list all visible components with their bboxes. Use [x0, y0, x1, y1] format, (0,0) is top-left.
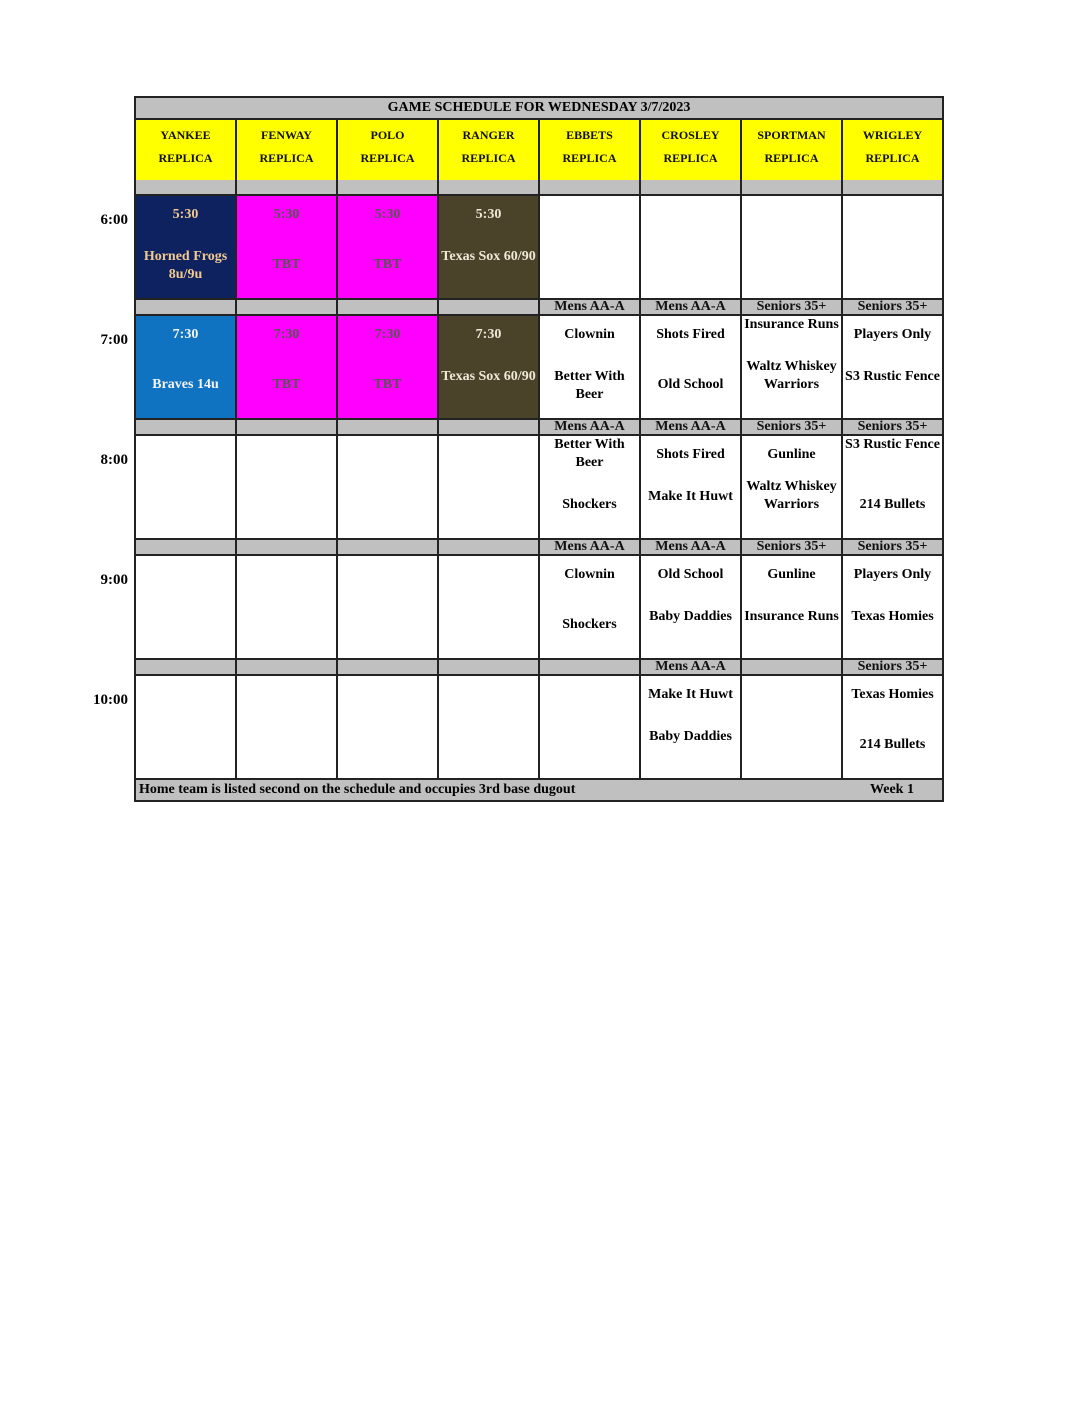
division-label: [439, 300, 540, 316]
game-top: 5:30: [273, 207, 300, 222]
division-label: Mens AA-A: [641, 300, 742, 316]
game-bottom: Better With Beer: [554, 369, 625, 402]
footer-note: Home team is listed second on the schedule and occupies 3rd base dugout: [139, 782, 576, 797]
field-sub: REPLICA: [360, 151, 415, 165]
division-label: [237, 180, 338, 196]
field-header-ranger: [439, 120, 540, 180]
game-bottom: Waltz Whiskey Warriors: [746, 359, 837, 392]
game-cell: [237, 316, 338, 420]
game-cell: [338, 436, 439, 540]
game-top: 7:30: [374, 327, 401, 342]
schedule-title: GAME SCHEDULE FOR WEDNESDAY 3/7/2023: [136, 98, 942, 120]
game-cell: [641, 676, 742, 780]
game-bottom: TBT: [272, 257, 301, 272]
division-label: [540, 660, 641, 676]
game-top: 7:30: [273, 327, 300, 342]
field-name: SPORTMAN: [757, 128, 826, 142]
field-sub: REPLICA: [158, 151, 213, 165]
field-name: WRIGLEY: [862, 128, 923, 142]
field-header-ebbets: [540, 120, 641, 180]
game-bottom: Shockers: [562, 497, 617, 512]
game-cell: [338, 196, 439, 300]
division-label: Seniors 35+: [843, 540, 942, 556]
game-top: Shots Fired: [656, 327, 725, 342]
game-top: Make It Huwt: [648, 687, 733, 702]
division-label: [237, 420, 338, 436]
game-top: 7:30: [475, 327, 502, 342]
game-bottom: TBT: [373, 377, 402, 392]
game-bottom: Horned Frogs 8u/9u: [143, 249, 228, 282]
game-top: Gunline: [767, 447, 816, 462]
division-label: Mens AA-A: [641, 660, 742, 676]
game-bottom: Baby Daddies: [649, 609, 732, 624]
game-top: Clownin: [564, 327, 615, 342]
field-header-polo: [338, 120, 439, 180]
division-label: [439, 660, 540, 676]
game-cell: [540, 196, 641, 300]
time-label-10-00: 10:00: [93, 692, 128, 708]
game-cell: [439, 316, 540, 420]
game-bottom: Insurance Runs: [744, 609, 839, 624]
division-label: [237, 540, 338, 556]
division-label: [338, 540, 439, 556]
game-bottom: 214 Bullets: [859, 737, 926, 752]
division-label: Seniors 35+: [843, 420, 942, 436]
time-label-6-00: 6:00: [100, 212, 128, 228]
game-cell: [843, 556, 942, 660]
game-top: Players Only: [853, 567, 932, 582]
division-label: Seniors 35+: [742, 420, 843, 436]
game-top: Insurance Runs: [744, 317, 839, 332]
division-label: [136, 540, 237, 556]
division-label: [338, 300, 439, 316]
division-label: [742, 180, 843, 196]
game-top: Players Only: [853, 327, 932, 342]
time-label-9-00: 9:00: [100, 572, 128, 588]
game-top: Gunline: [767, 567, 816, 582]
game-bottom: Texas Sox 60/90: [441, 369, 536, 384]
game-cell: [237, 196, 338, 300]
game-cell: [641, 556, 742, 660]
game-top: 5:30: [374, 207, 401, 222]
game-cell: [439, 676, 540, 780]
game-bottom: Baby Daddies: [649, 729, 732, 744]
game-cell: [742, 316, 843, 420]
game-bottom: TBT: [272, 377, 301, 392]
division-label: Seniors 35+: [843, 300, 942, 316]
field-sub: REPLICA: [562, 151, 617, 165]
game-bottom: Texas Homies: [851, 609, 934, 624]
game-cell: [136, 196, 237, 300]
time-label-7-00: 7:00: [100, 332, 128, 348]
game-cell: [136, 556, 237, 660]
division-label: [439, 540, 540, 556]
game-cell: [540, 556, 641, 660]
game-bottom: Texas Sox 60/90: [441, 249, 536, 264]
game-cell: [136, 436, 237, 540]
field-name: FENWAY: [261, 128, 312, 142]
game-top: Shots Fired: [656, 447, 725, 462]
field-header-wrigley: [843, 120, 942, 180]
game-cell: [843, 196, 942, 300]
game-cell: [742, 436, 843, 540]
game-bottom: Shockers: [562, 617, 617, 632]
game-bottom: S3 Rustic Fence: [845, 369, 940, 384]
game-cell: [540, 436, 641, 540]
game-cell: [237, 556, 338, 660]
division-label: [338, 660, 439, 676]
game-cell: [843, 436, 942, 540]
game-top: 7:30: [172, 327, 199, 342]
game-bottom: Make It Huwt: [648, 489, 733, 504]
field-name: POLO: [370, 128, 405, 142]
division-label: Seniors 35+: [742, 300, 843, 316]
game-cell: [338, 556, 439, 660]
field-sub: REPLICA: [764, 151, 819, 165]
division-label: [136, 300, 237, 316]
field-header-fenway: [237, 120, 338, 180]
field-header-sportman: [742, 120, 843, 180]
game-cell: [439, 436, 540, 540]
game-bottom: Braves 14u: [152, 377, 219, 392]
game-top: 5:30: [475, 207, 502, 222]
division-label: [136, 420, 237, 436]
game-cell: [641, 316, 742, 420]
game-cell: [641, 436, 742, 540]
game-top: 5:30: [172, 207, 199, 222]
game-cell: [338, 316, 439, 420]
game-bottom: 214 Bullets: [859, 497, 926, 512]
division-label: [439, 420, 540, 436]
game-cell: [742, 556, 843, 660]
division-label: Seniors 35+: [742, 540, 843, 556]
division-label: [742, 660, 843, 676]
division-label: [136, 180, 237, 196]
game-cell: [641, 196, 742, 300]
game-cell: [237, 436, 338, 540]
field-name: CROSLEY: [661, 128, 720, 142]
division-label: Mens AA-A: [540, 420, 641, 436]
division-label: Seniors 35+: [843, 660, 942, 676]
division-label: Mens AA-A: [540, 300, 641, 316]
field-header-crosley: [641, 120, 742, 180]
game-cell: [136, 316, 237, 420]
game-top: Old School: [657, 567, 724, 582]
game-cell: [843, 676, 942, 780]
game-cell: [136, 676, 237, 780]
game-cell: [439, 556, 540, 660]
game-cell: [338, 676, 439, 780]
game-bottom: Waltz Whiskey Warriors: [746, 479, 837, 512]
field-sub: REPLICA: [663, 151, 718, 165]
division-label: Mens AA-A: [641, 420, 742, 436]
division-label: Mens AA-A: [641, 540, 742, 556]
game-top: Clownin: [564, 567, 615, 582]
field-sub: REPLICA: [461, 151, 516, 165]
division-label: [843, 180, 942, 196]
game-cell: [540, 316, 641, 420]
game-cell: [742, 196, 843, 300]
game-bottom: Old School: [657, 377, 724, 392]
division-label: [237, 660, 338, 676]
game-cell: [237, 676, 338, 780]
game-top: S3 Rustic Fence: [845, 437, 940, 452]
division-label: [641, 180, 742, 196]
game-bottom: TBT: [373, 257, 402, 272]
field-name: EBBETS: [566, 128, 613, 142]
division-label: [540, 180, 641, 196]
game-top: Texas Homies: [851, 687, 934, 702]
game-cell: [540, 676, 641, 780]
field-sub: REPLICA: [259, 151, 314, 165]
division-label: Mens AA-A: [540, 540, 641, 556]
game-cell: [439, 196, 540, 300]
week-label: Week 1: [870, 782, 914, 797]
schedule-table: [134, 96, 944, 802]
game-top: Better With Beer: [554, 437, 625, 470]
division-label: [439, 180, 540, 196]
division-label: [338, 180, 439, 196]
game-cell: [843, 316, 942, 420]
division-label: [136, 660, 237, 676]
game-cell: [742, 676, 843, 780]
field-name: RANGER: [462, 128, 515, 142]
division-label: [237, 300, 338, 316]
field-name: YANKEE: [160, 128, 211, 142]
schedule-footer: [136, 780, 942, 800]
field-header-yankee: [136, 120, 237, 180]
time-label-8-00: 8:00: [100, 452, 128, 468]
field-sub: REPLICA: [865, 151, 920, 165]
division-label: [338, 420, 439, 436]
